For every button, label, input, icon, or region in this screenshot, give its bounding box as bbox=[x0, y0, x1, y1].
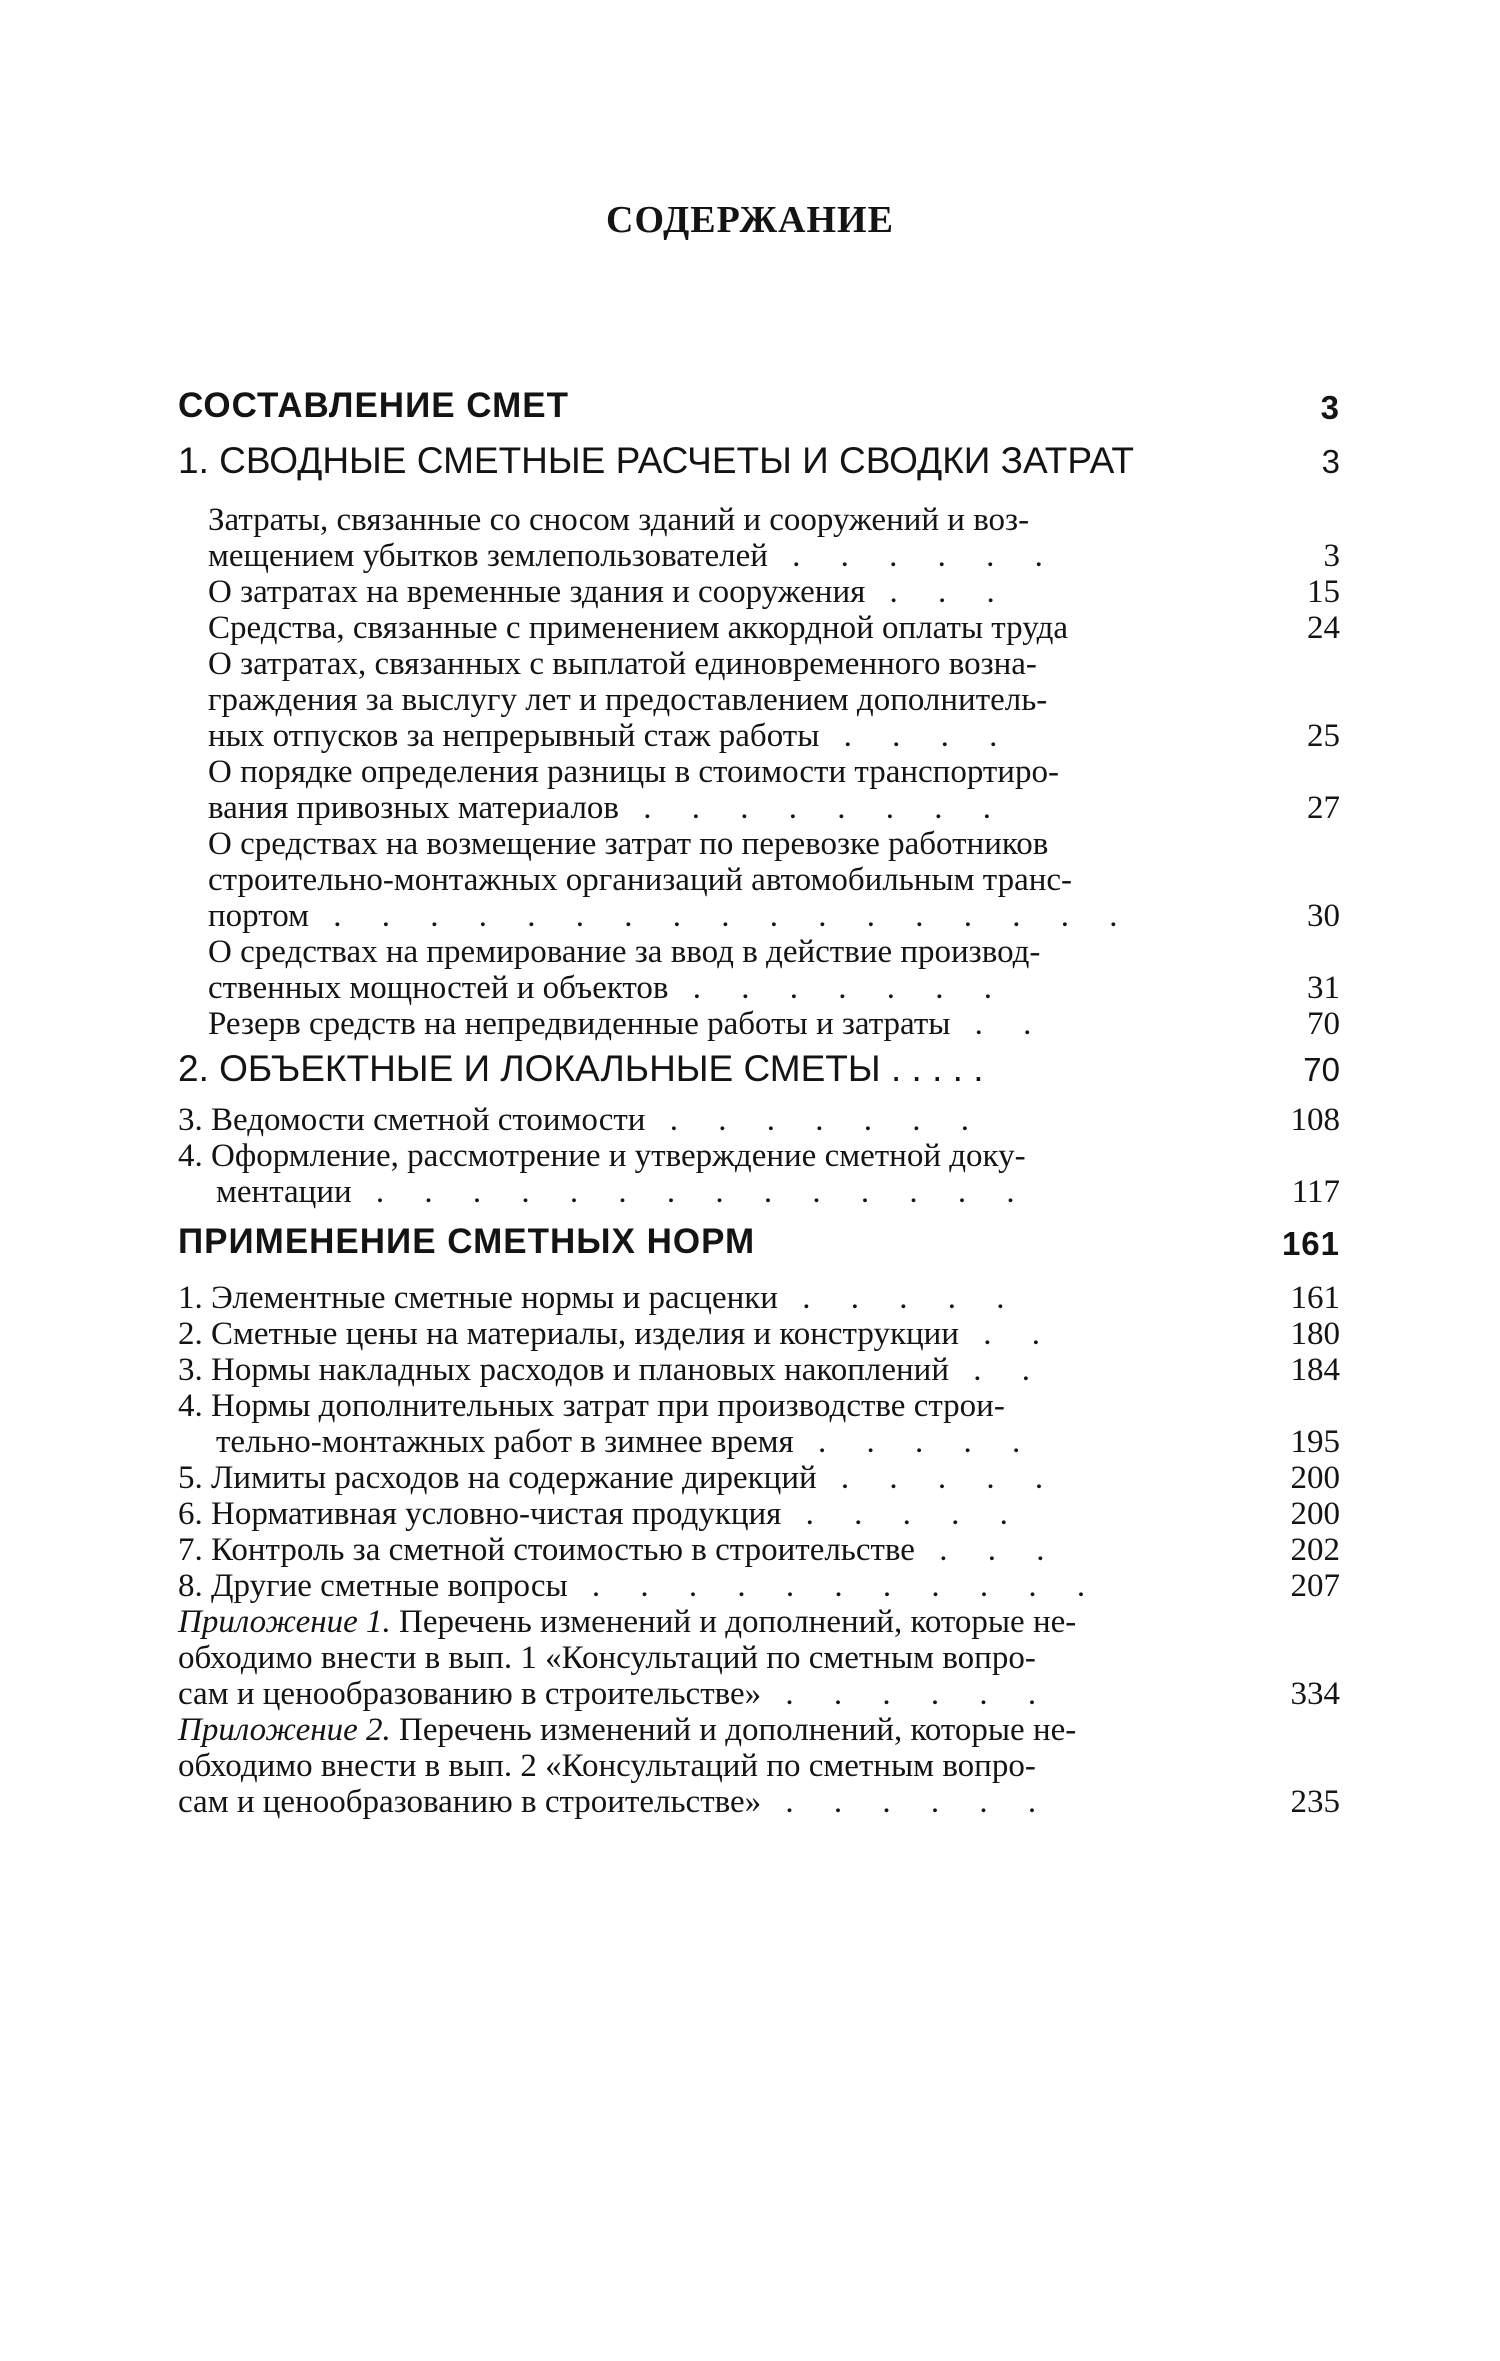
entry-line: Перечень изменений и дополнений, которые не- bbox=[390, 1712, 1077, 1748]
chapter-title: 1. СВОДНЫЕ СМЕТНЫЕ РАСЧЕТЫ И СВОДКИ ЗАТРАТ bbox=[178, 440, 1134, 481]
entry-line: 7. Контроль за сметной стоимостью в строительстве bbox=[178, 1532, 915, 1568]
toc-entry bbox=[178, 610, 1340, 646]
dot-leader: . . . . . bbox=[816, 1460, 1060, 1496]
page-number: 200 bbox=[1290, 1496, 1340, 1532]
dot-leader: . . bbox=[958, 1316, 1056, 1352]
toc-entry bbox=[178, 754, 1340, 826]
page-number: 184 bbox=[1290, 1352, 1340, 1388]
entry-line: 8. Другие сметные вопросы bbox=[178, 1568, 568, 1604]
part-title: ПРИМЕНЕНИЕ СМЕТНЫХ НОРМ bbox=[178, 1222, 756, 1261]
appendix-entry bbox=[178, 1604, 1340, 1712]
chapter-heading bbox=[178, 440, 1340, 484]
dot-leader: . . . . bbox=[819, 718, 1014, 754]
page-number: 161 bbox=[1290, 1280, 1340, 1316]
entry-line: О затратах на временные здания и сооружения bbox=[208, 574, 866, 610]
entry-line: 1. Элементные сметные нормы и расценки bbox=[178, 1280, 778, 1316]
entry-line: тельно-монтажных работ в зимнее время bbox=[216, 1424, 794, 1460]
entry-line: Средства, связанные с применением аккордной оплаты труда bbox=[208, 610, 1069, 646]
page-number: 30 bbox=[1307, 898, 1340, 934]
toc-entry bbox=[178, 1568, 1340, 1604]
dot-leader: . . bbox=[950, 1006, 1048, 1042]
toc-entry bbox=[178, 1138, 1340, 1210]
entry-line: Перечень изменений и дополнений, которые не- bbox=[390, 1604, 1077, 1640]
dot-leader: . . . . . . bbox=[761, 1676, 1053, 1712]
page-number: 3 bbox=[1321, 443, 1340, 480]
toc-entry bbox=[178, 1460, 1340, 1496]
dot-leader: . . . . . . . . . . . . . . . . . bbox=[308, 898, 1134, 934]
toc-entry bbox=[178, 1496, 1340, 1532]
dot-leader: . . . . . bbox=[793, 1424, 1037, 1460]
page-number: 202 bbox=[1290, 1532, 1340, 1568]
entry-line: Затраты, связанные со сносом зданий и сооружений и воз- bbox=[208, 502, 1030, 538]
page-number: 24 bbox=[1307, 610, 1340, 646]
page-number: 334 bbox=[1290, 1676, 1340, 1712]
dot-leader: . . . . . . . . . . . bbox=[567, 1568, 1102, 1604]
part-heading bbox=[178, 386, 1340, 430]
part-title: СОСТАВЛЕНИЕ СМЕТ bbox=[178, 386, 569, 425]
entry-line: ных отпусков за непрерывный стаж работы bbox=[208, 718, 820, 754]
page-number: 180 bbox=[1290, 1316, 1340, 1352]
entry-line: О порядке определения разницы в стоимости транспортиро- bbox=[208, 754, 1059, 790]
toc-entry bbox=[178, 1388, 1340, 1460]
toc-entry bbox=[178, 1102, 1340, 1138]
page-number: 27 bbox=[1307, 790, 1340, 826]
chapter-heading bbox=[178, 1048, 1340, 1092]
page-number: 117 bbox=[1291, 1174, 1340, 1210]
dot-leader: . . . . . bbox=[781, 1496, 1024, 1532]
entry-line: 2. Сметные цены на материалы, изделия и конструкции bbox=[178, 1316, 959, 1352]
toc-entry bbox=[178, 646, 1340, 754]
page-number: 25 bbox=[1307, 718, 1340, 754]
page-number: 31 bbox=[1307, 970, 1340, 1006]
page-number: 195 bbox=[1290, 1424, 1340, 1460]
toc-entry bbox=[178, 1352, 1340, 1388]
dot-leader: . . . . . . . bbox=[668, 970, 1009, 1006]
page-number: 108 bbox=[1290, 1102, 1340, 1138]
page-number: 207 bbox=[1290, 1568, 1340, 1604]
entry-line: 4. Нормы дополнительных затрат при производстве строи- bbox=[178, 1388, 1005, 1424]
entry-line: 3. Нормы накладных расходов и плановых накоплений bbox=[178, 1352, 950, 1388]
entry-line: ментации bbox=[216, 1174, 352, 1210]
dot-leader: . . . . . . bbox=[761, 1784, 1053, 1820]
entry-line: портом bbox=[208, 898, 309, 934]
appendix-label: Приложение 1. bbox=[178, 1604, 391, 1640]
entry-line: 6. Нормативная условно-чистая продукция bbox=[178, 1496, 782, 1532]
part-heading bbox=[178, 1222, 1340, 1266]
appendix-label: Приложение 2. bbox=[178, 1712, 391, 1748]
toc-entry bbox=[178, 1316, 1340, 1352]
dot-leader: . . . . . bbox=[777, 1280, 1021, 1316]
entry-line: строительно-монтажных организаций автомобильным транс- bbox=[208, 862, 1073, 898]
entry-line: 4. Оформление, рассмотрение и утверждение сметной доку- bbox=[178, 1138, 1026, 1174]
dot-leader: . . . . . bbox=[880, 1048, 984, 1089]
dot-leader: . . bbox=[949, 1352, 1047, 1388]
entry-line: граждения за выслугу лет и предоставлением дополнитель- bbox=[208, 682, 1048, 718]
entry-line: обходимо внести в вып. 1 «Консультаций по сметным вопро- bbox=[178, 1640, 1036, 1676]
dot-leader: . . . . . . . . bbox=[619, 790, 1008, 826]
entry-line: мещением убытков землепользователей bbox=[208, 538, 768, 574]
page-number: 161 bbox=[1281, 1225, 1340, 1262]
toc-entry bbox=[178, 826, 1340, 934]
entry-line: сам и ценообразованию в строительстве» bbox=[178, 1784, 762, 1820]
toc-entry bbox=[178, 1280, 1340, 1316]
dot-leader: . . . bbox=[914, 1532, 1061, 1568]
page-title: СОДЕРЖАНИЕ bbox=[606, 199, 894, 241]
page-number: 200 bbox=[1290, 1460, 1340, 1496]
dot-leader: . . . . . . bbox=[767, 538, 1059, 574]
toc-entry bbox=[178, 574, 1340, 610]
entry-line: 3. Ведомости сметной стоимости bbox=[178, 1102, 646, 1138]
page-number: 235 bbox=[1290, 1784, 1340, 1820]
entry-line: О средствах на премирование за ввод в действие производ- bbox=[208, 934, 1041, 970]
entry-line: Резерв средств на непредвиденные работы и затраты bbox=[208, 1006, 951, 1042]
toc-entry bbox=[178, 1006, 1340, 1042]
entry-line: ственных мощностей и объектов bbox=[208, 970, 669, 1006]
entry-line: 5. Лимиты расходов на содержание дирекций bbox=[178, 1460, 817, 1496]
toc-entry bbox=[178, 934, 1340, 1006]
toc-entry bbox=[178, 1532, 1340, 1568]
dot-leader: . . . . . . . . . . . . . . bbox=[351, 1174, 1031, 1210]
appendix-entry bbox=[178, 1712, 1340, 1820]
toc-entry bbox=[178, 502, 1340, 574]
dot-leader: . . . . . . . bbox=[645, 1102, 985, 1138]
dot-leader: . . . bbox=[865, 574, 1011, 610]
page-number: 70 bbox=[1307, 1006, 1340, 1042]
entry-line: обходимо внести в вып. 2 «Консультаций по сметным вопро- bbox=[178, 1748, 1036, 1784]
entry-line: сам и ценообразованию в строительстве» bbox=[178, 1676, 762, 1712]
page-number: 15 bbox=[1307, 574, 1340, 610]
page-number: 70 bbox=[1303, 1051, 1340, 1088]
page-number: 3 bbox=[1320, 389, 1340, 426]
chapter-title: 2. ОБЪЕКТНЫЕ И ЛОКАЛЬНЫЕ СМЕТЫ . . . . . bbox=[178, 1048, 984, 1089]
entry-line: О средствах на возмещение затрат по перевозке работников bbox=[208, 826, 1049, 862]
entry-line: О затратах, связанных с выплатой единовременного возна- bbox=[208, 646, 1037, 682]
entry-line: вания привозных материалов bbox=[208, 790, 620, 826]
page-number: 3 bbox=[1323, 538, 1340, 574]
